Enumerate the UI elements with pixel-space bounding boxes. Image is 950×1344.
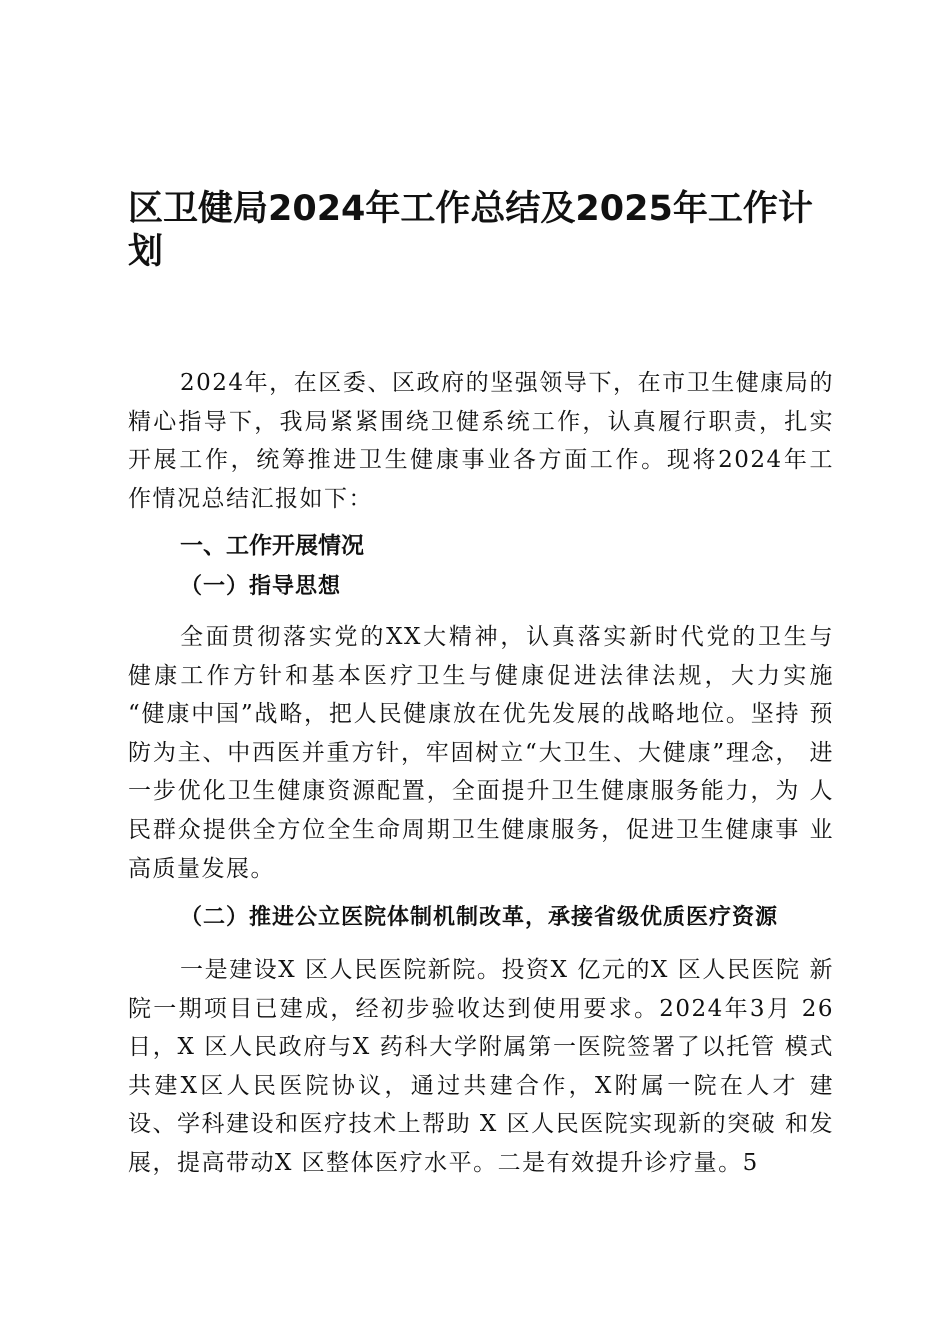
subsection-heading-1: （一）指导思想 bbox=[180, 574, 342, 599]
subsection-1-paragraph: 全面贯彻落实党的XX大精神，认真落实新时代党的卫生与 健康工作方针和基本医疗卫生与健康促进法律法规，大力实施 “健康中国”战略，把人民健康放在优先发展的战略地位。坚持 预防为主、中西医并重方针，牢固树立“大卫生、大健康”理念， 进一步优化卫生健康资源配置，全面提升卫生健康服务能力，为 人民群众提供全方位全生命周期卫生健康服务，促进卫生健康事 业高质量发展。 bbox=[128, 624, 834, 882]
document-title: 区卫健局2024年工作总结及2025年工作计划 bbox=[128, 189, 813, 272]
subsection-heading-2: （二）推进公立医院体制机制改革，承接省级优质医疗资源 bbox=[180, 905, 779, 930]
subsection-2-paragraph: 一是建设X 区人民医院新院。投资X 亿元的X 区人民医院 新院一期项目已建成，经初步验收达到使用要求。2024年3月 26日，X 区人民政府与X 药科大学附属第一医院签署了以托管 模式共建X区人民医院协议，通过共建合作，X附属一院在人才 建设、学科建设和医疗技术上帮助 X 区人民医院实现新的突破 和发展，提高带动X 区整体医疗水平。二是有效提升诊疗量。5 bbox=[128, 957, 834, 1176]
section-heading-1: 一、工作开展情况 bbox=[180, 533, 364, 559]
intro-paragraph: 2024年，在区委、区政府的坚强领导下，在市卫生健康局的 精心指导下，我局紧紧围绕卫健系统工作，认真履行职责，扎实 开展工作，统筹推进卫生健康事业各方面工作。现将2024年工 作情况总结汇报如下： bbox=[128, 370, 834, 512]
